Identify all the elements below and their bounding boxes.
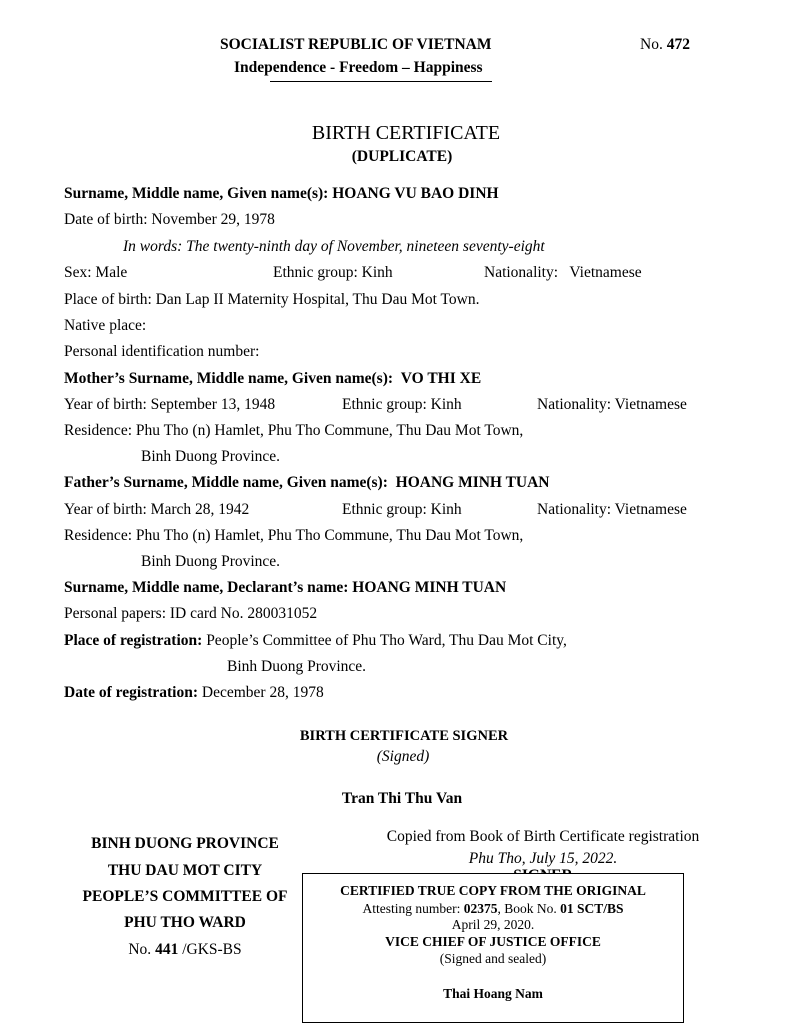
child-name-label: Surname, Middle name, Given name(s): [64,185,329,202]
father-yob: Year of birth: March 28, 1942 [64,501,250,518]
copy-source: Copied from Book of Birth Certificate registration [386,828,700,845]
child-ethnic: Ethnic group: Kinh [273,264,393,281]
registration-date-row [64,684,324,702]
declarant-name-label: Surname, Middle name, Declarant’s name: [64,579,349,596]
child-sex: Sex: Male [64,264,128,281]
mother-nationality: Nationality: Vietnamese [537,396,687,413]
stamp-signer-name: Thai Hoang Nam [443,986,543,1001]
child-nationality: Nationality: Vietnamese [484,264,642,281]
child-dob-words: In words: The twenty-ninth day of November, nineteen seventy-eight [123,238,545,255]
issuer-ward: PHU THO WARD [124,914,246,931]
declarant-papers: Personal papers: ID card No. 280031052 [64,605,318,622]
child-personal-id: Personal identification number: [64,343,260,360]
declarant-name-row [64,579,506,597]
child-native-place: Native place: [64,317,147,334]
document-number [640,36,690,54]
mother-ethnic: Ethnic group: Kinh [342,396,462,413]
issuer-province: BINH DUONG PROVINCE [91,835,279,852]
registration-place-row [64,632,567,650]
signer-name: Tran Thi Thu Van [341,790,463,807]
stamp-book-number: 01 SCT/BS [560,901,624,916]
stamp-date: April 29, 2020. [451,917,535,932]
issuer-number-value: 441 [155,941,179,958]
mother-residence-2: Binh Duong Province. [141,448,281,465]
registration-place-label: Place of registration: [64,632,203,649]
father-nationality: Nationality: Vietnamese [537,501,687,518]
stamp-status: (Signed and sealed) [439,951,547,966]
registration-place-2: Binh Duong Province. [227,658,367,675]
stamp-office: VICE CHIEF OF JUSTICE OFFICE [385,934,601,949]
page-title: BIRTH CERTIFICATE [311,122,501,144]
child-dob: Date of birth: November 29, 1978 [64,211,275,228]
stamp-title: CERTIFIED TRUE COPY FROM THE ORIGINAL [340,883,646,898]
copy-place-date: Phu Tho, July 15, 2022. [468,850,618,867]
stamp-attest-number: 02375 [463,901,498,916]
declarant-name: HOANG MINH TUAN [352,579,507,596]
child-name-row [64,185,499,203]
child-place-of-birth: Place of birth: Dan Lap II Maternity Hospital, Thu Dau Mot Town. [64,291,480,308]
signer-status: (Signed) [376,748,430,765]
certification-stamp [302,873,684,1023]
mother-name-row [64,370,481,388]
motto-underline [270,81,492,82]
father-name: HOANG MINH TUAN [395,474,550,491]
document-number-value: 472 [666,36,690,53]
mother-name-label: Mother’s Surname, Middle name, Given name(s): [64,370,394,387]
stamp-book-prefix: , Book No. [497,901,557,916]
issuer-committee: PEOPLE’S COMMITTEE OF [82,888,288,905]
issuer-city: THU DAU MOT CITY [107,862,263,879]
mother-yob: Year of birth: September 13, 1948 [64,396,276,413]
issuer-number-suffix: /GKS-BS [182,941,242,958]
child-name: HOANG VU BAO DINH [332,185,499,202]
stamp-attesting [303,901,683,917]
mother-residence-1: Residence: Phu Tho (n) Hamlet, Phu Tho Commune, Thu Dau Mot Town, [64,422,524,439]
father-ethnic: Ethnic group: Kinh [342,501,462,518]
page-subtitle: (DUPLICATE) [351,148,453,165]
stamp-attest-prefix: Attesting number: [362,901,461,916]
registration-place-1: People’s Committee of Phu Tho Ward, Thu Dau Mot City, [206,632,567,649]
issuer-number [60,941,310,959]
father-name-row [64,474,550,492]
issuer-number-prefix: No. [128,941,152,958]
registration-date: December 28, 1978 [201,684,324,701]
father-residence-1: Residence: Phu Tho (n) Hamlet, Phu Tho Commune, Thu Dau Mot Town, [64,527,524,544]
signer-title: BIRTH CERTIFICATE SIGNER [299,728,509,744]
father-residence-2: Binh Duong Province. [141,553,281,570]
registration-date-label: Date of registration: [64,684,199,701]
document-number-label: No. [640,36,663,53]
mother-name: VO THI XE [400,370,482,387]
country-name: SOCIALIST REPUBLIC OF VIETNAM [220,36,492,53]
national-motto: Independence - Freedom – Happiness [234,59,483,76]
father-name-label: Father’s Surname, Middle name, Given name(s): [64,474,388,491]
